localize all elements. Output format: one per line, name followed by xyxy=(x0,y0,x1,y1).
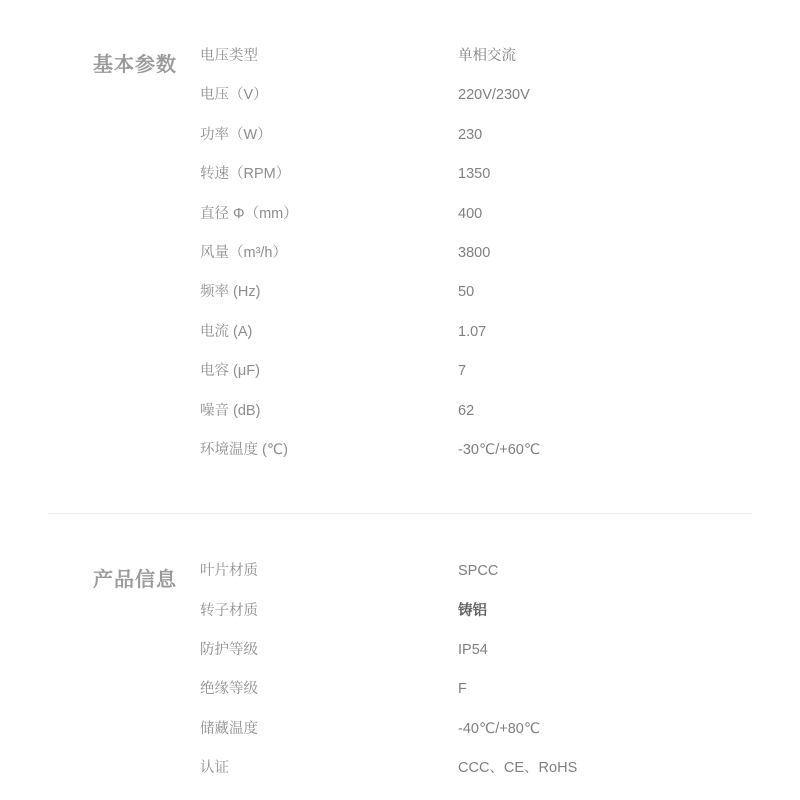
spec-value: 230 xyxy=(458,126,483,143)
spec-value: 62 xyxy=(458,402,475,419)
table-row xyxy=(200,719,800,758)
spec-label: 电流 (A) xyxy=(200,323,253,340)
table-row xyxy=(200,46,800,85)
spec-list-product-info xyxy=(200,558,800,797)
section-title-basic-parameters: 基本参数 xyxy=(93,54,177,76)
section-product-info-inner xyxy=(0,558,800,797)
table-row xyxy=(200,243,800,282)
spec-label: 噪音 (dB) xyxy=(200,402,261,419)
spec-label: 储藏温度 xyxy=(200,720,258,737)
spec-label: 风量（m³/h） xyxy=(200,244,287,261)
spec-list-basic-parameters xyxy=(200,43,800,479)
table-row xyxy=(200,282,800,321)
spec-label: 电压类型 xyxy=(200,48,258,64)
table-row xyxy=(200,361,800,400)
spec-value: 220V/230V xyxy=(458,87,530,104)
spec-label: 频率 (Hz) xyxy=(200,284,261,301)
spec-value: IP54 xyxy=(458,642,488,659)
table-row xyxy=(200,322,800,361)
section-product-info xyxy=(0,514,800,797)
section-basic-parameters-inner xyxy=(0,43,800,479)
spec-label: 绝缘等级 xyxy=(200,681,258,698)
spec-value: 3800 xyxy=(458,244,491,261)
table-row xyxy=(200,679,800,718)
spec-value: 铸铝 xyxy=(458,602,487,619)
spec-value: SPCC xyxy=(458,563,499,580)
spec-value: 1.07 xyxy=(458,323,487,340)
spec-label: 电容 (μF) xyxy=(200,363,260,380)
table-row xyxy=(200,440,800,479)
spec-value: F xyxy=(458,681,467,698)
table-row xyxy=(200,758,800,797)
table-row xyxy=(200,401,800,440)
spec-label: 转速（RPM） xyxy=(200,166,291,183)
spec-label: 功率（W） xyxy=(200,126,272,143)
table-row xyxy=(200,164,800,203)
spec-label: 叶片材质 xyxy=(200,563,258,580)
spec-label: 转子材质 xyxy=(200,602,258,619)
table-row xyxy=(200,640,800,679)
table-row xyxy=(200,204,800,243)
spec-value: 400 xyxy=(458,205,483,222)
spec-value: -30℃/+60℃ xyxy=(458,441,541,458)
spec-value: CCC、CE、RoHS xyxy=(458,760,578,777)
spec-label: 电压（V） xyxy=(200,87,268,104)
table-row xyxy=(200,561,800,600)
spec-value: 1350 xyxy=(458,166,491,183)
section-gap-top xyxy=(0,479,800,513)
spec-label: 直径 Φ（mm） xyxy=(200,205,298,222)
spec-label: 防护等级 xyxy=(200,642,258,659)
spec-label: 环境温度 (℃) xyxy=(200,441,288,458)
table-row xyxy=(200,85,800,124)
section-title-product-info: 产品信息 xyxy=(93,569,177,592)
table-row xyxy=(200,601,800,640)
spec-value: 单相交流 xyxy=(458,48,516,64)
spec-value: -40℃/+80℃ xyxy=(458,720,541,737)
spec-value: 50 xyxy=(458,284,475,301)
spec-label: 认证 xyxy=(200,760,229,777)
table-row xyxy=(200,125,800,164)
spec-value: 7 xyxy=(458,363,467,380)
